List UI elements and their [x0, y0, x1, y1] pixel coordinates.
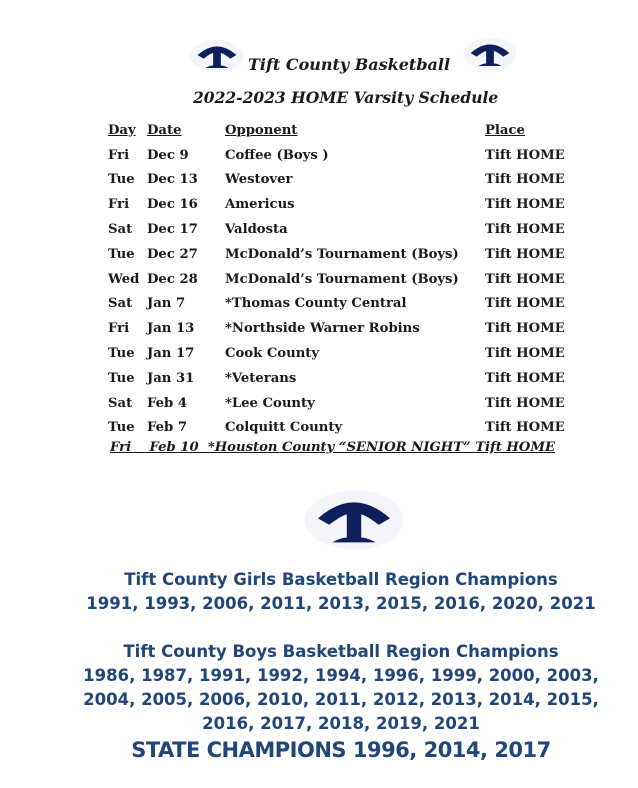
cell-place: Tift HOME	[485, 172, 565, 188]
cell-opponent: McDonald’s Tournament (Boys)	[225, 246, 459, 262]
girls-champions-years: 1991, 1993, 2006, 2011, 2013, 2015, 2016, 2020, 2021	[86, 594, 596, 613]
page-title: Tift County Basketball	[248, 55, 451, 74]
cell-opponent: Americus	[225, 197, 295, 213]
cell-day: Wed	[108, 271, 140, 287]
cell-opponent: McDonald’s Tournament (Boys)	[225, 271, 459, 287]
cell-day: Fri	[108, 147, 130, 163]
header-place: Place	[485, 122, 525, 138]
state-champions: STATE CHAMPIONS 1996, 2014, 2017	[131, 738, 551, 762]
tift-t-logo-icon	[300, 488, 408, 552]
cell-place: Tift HOME	[485, 420, 565, 436]
cell-date: Dec 9	[147, 147, 189, 163]
cell-date: Jan 31	[147, 370, 195, 386]
tift-t-logo-icon	[189, 38, 245, 74]
cell-date: Jan 7	[147, 296, 186, 312]
cell-place: Tift HOME	[485, 246, 565, 262]
cell-opponent: Cook County	[225, 346, 320, 362]
girls-champions-title: Tift County Girls Basketball Region Champions	[124, 570, 558, 589]
cell-opponent: *Veterans	[225, 370, 297, 386]
cell-day: Tue	[108, 346, 135, 362]
boys-champions-years-3: 2016, 2017, 2018, 2019, 2021	[202, 714, 480, 733]
cell-place: Tift HOME	[485, 147, 565, 163]
cell-day: Sat	[108, 222, 133, 238]
cell-place: Tift HOME	[485, 296, 565, 312]
cell-day: Sat	[108, 296, 133, 312]
tift-t-logo-icon	[462, 36, 518, 72]
table-row	[108, 316, 575, 341]
senior-night-row: Fri Feb 10 *Houston County “SENIOR NIGHT” Tift HOME	[110, 440, 556, 455]
cell-place: Tift HOME	[485, 271, 565, 287]
table-row	[108, 242, 575, 267]
boys-champions-years-2: 2004, 2005, 2006, 2010, 2011, 2012, 2013, 2014, 2015,	[83, 690, 599, 709]
page-subtitle: 2022-2023 HOME Varsity Schedule	[193, 88, 499, 107]
cell-place: Tift HOME	[485, 321, 565, 337]
cell-opponent: *Lee County	[225, 395, 315, 411]
cell-date: Feb 4	[147, 395, 188, 411]
cell-day: Fri	[108, 321, 130, 337]
cell-place: Tift HOME	[485, 197, 565, 213]
table-row	[108, 168, 575, 193]
cell-day: Tue	[108, 420, 135, 436]
table-row	[108, 267, 575, 292]
table-row	[108, 192, 575, 217]
cell-date: Jan 17	[147, 346, 195, 362]
cell-place: Tift HOME	[485, 370, 565, 386]
cell-day: Fri	[108, 197, 130, 213]
table-row	[108, 292, 575, 317]
cell-opponent: Coffee (Boys )	[225, 147, 329, 163]
header-date: Date	[147, 122, 182, 138]
table-row	[108, 217, 575, 242]
cell-opponent: Westover	[225, 172, 293, 188]
cell-place: Tift HOME	[485, 346, 565, 362]
cell-opponent: Valdosta	[225, 222, 288, 238]
cell-opponent: *Northside Warner Robins	[225, 321, 420, 337]
table-row	[108, 366, 575, 391]
boys-champions-years-1: 1986, 1987, 1991, 1992, 1994, 1996, 1999, 2000, 2003,	[83, 666, 599, 685]
cell-date: Feb 7	[147, 420, 188, 436]
cell-opponent: Colquitt County	[225, 420, 343, 436]
cell-day: Tue	[108, 370, 135, 386]
cell-date: Dec 13	[147, 172, 198, 188]
table-row	[108, 341, 575, 366]
schedule-table	[108, 118, 575, 440]
table-row	[108, 416, 575, 441]
table-row	[108, 391, 575, 416]
table-header-row	[108, 118, 575, 143]
header-opponent: Opponent	[225, 122, 298, 138]
cell-date: Dec 28	[147, 271, 198, 287]
cell-date: Dec 27	[147, 246, 198, 262]
cell-date: Jan 13	[147, 321, 195, 337]
boys-champions-title: Tift County Boys Basketball Region Champions	[123, 642, 559, 661]
cell-opponent: *Thomas County Central	[225, 296, 407, 312]
cell-place: Tift HOME	[485, 395, 565, 411]
header-day: Day	[108, 122, 136, 138]
cell-date: Dec 16	[147, 197, 198, 213]
cell-place: Tift HOME	[485, 222, 565, 238]
cell-date: Dec 17	[147, 222, 198, 238]
cell-day: Tue	[108, 246, 135, 262]
table-row	[108, 143, 575, 168]
cell-day: Tue	[108, 172, 135, 188]
cell-day: Sat	[108, 395, 133, 411]
